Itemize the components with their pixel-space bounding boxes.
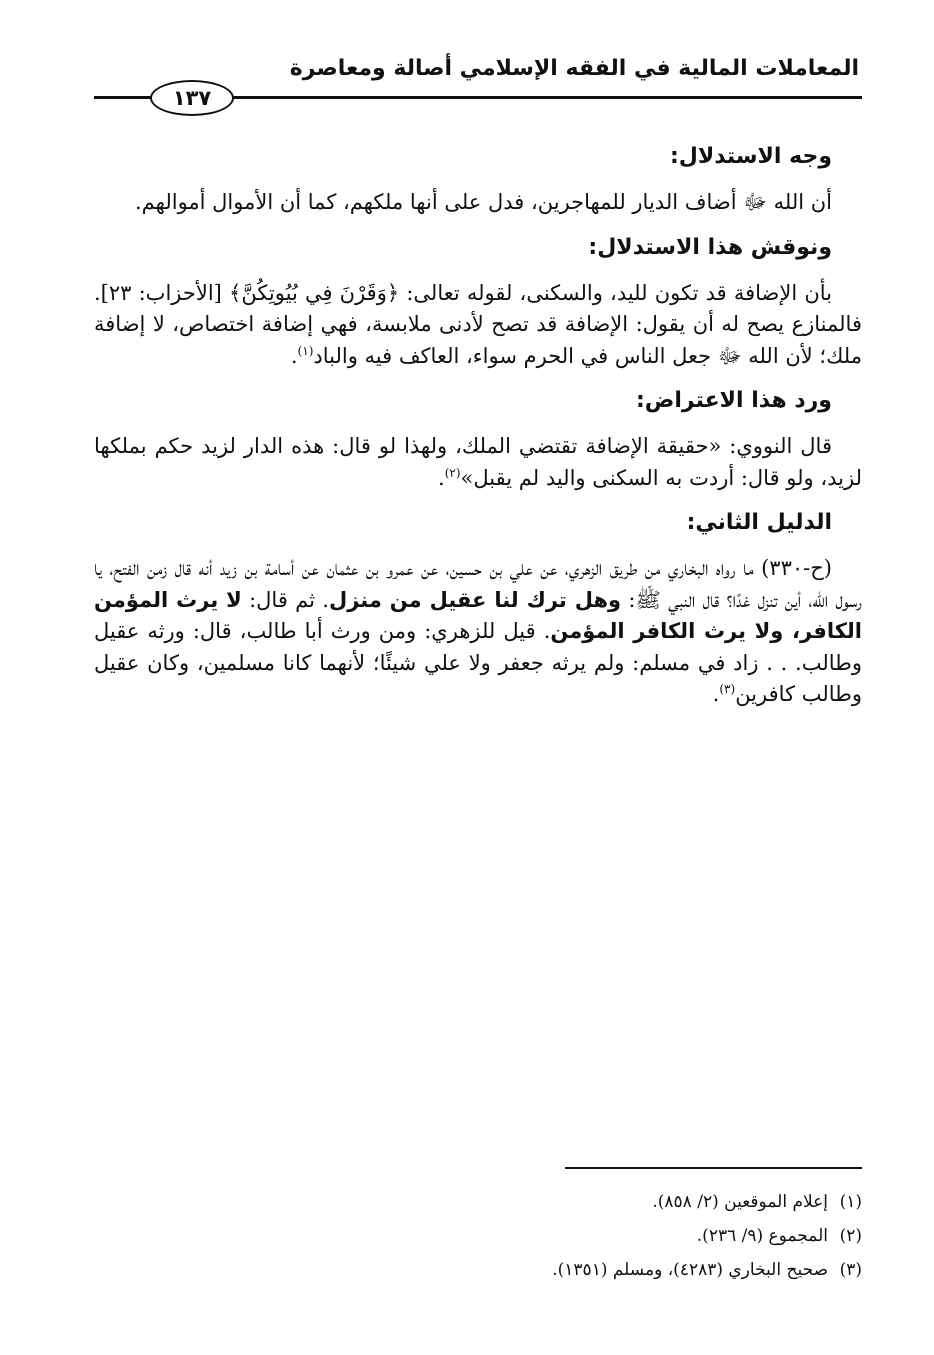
hadith-paragraph: (ح-٣٣٠) ما رواه البخاري من طريق الزهري، عن علي بن حسين، عن عمرو بن عثمان عن أسامة بن زيد أنه قال زمن الفتح، يا رسول الله، أين تنزل غدًا؟ قال النبي ﷺ: وهل ترك لنا عقيل من منزل. ثم قال: لا يرث المؤمن الكافر، ولا يرث الكافر المؤمن. قيل للزهري: ومن ورث أبا طالب، قال: ورثه عقيل وطالب. . . زاد في مسلم: ولم يرثه جعفر ولا علي شيئًا؛ لأنهما كانا مسلمين، وكان عقيل وطالب كافرين$^{(٣)}$. (94, 556, 863, 706)
footnote-item (94, 1219, 862, 1253)
footnote-text: المجموع (٩/ ٢٣٦). (696, 1226, 828, 1246)
section-heading: ونوقش هذا الاستدلال: (588, 234, 832, 260)
footnote-number: (٢) (839, 1226, 862, 1246)
footnote-separator (565, 1167, 862, 1169)
section-heading: وجه الاستدلال: (669, 144, 832, 169)
paragraph: أن الله ﷻ أضاف الديار للمهاجرين، فدل على أنها ملكهم، كما أن الأموال أموالهم. (135, 190, 832, 214)
page-number-badge: ١٣٧ (150, 80, 234, 116)
footnote-ref[interactable]: (١) (297, 343, 314, 358)
footnote-ref[interactable]: (٣) (719, 682, 736, 696)
footnote-number: (١) (839, 1192, 862, 1212)
footnote-number: (٣) (839, 1260, 862, 1280)
paragraph: بأن الإضافة قد تكون لليد، والسكنى، لقوله تعالى: ﴿وَقَرْنَ فِي بُيُوتِكُنَّ﴾ [الأحزاب: ٢٣]. فالمنازع يصح له أن يقول: الإضافة قد تصح لأدنى ملابسة، فهي إضافة اختصاص، لا إضافة ملك؛ لأن الله ﷻ جعل الناس في الحرم سواء، العاكف فيه والباد$^{(١)}$. (94, 280, 862, 368)
footnote-item (94, 1185, 862, 1219)
hadith-text: . ثم قال: (241, 587, 329, 612)
footnote-text: صحيح البخاري (٤٢٨٣)، ومسلم (١٣٥١). (552, 1260, 828, 1280)
paragraph-text: بأن الإضافة قد تكون لليد، والسكنى، لقوله تعالى: ﴿وَقَرْنَ فِي بُيُوتِكُنَّ﴾ [الأحزاب: ٢٣]. فالمنازع يصح له أن يقول: الإضافة قد تصح لأدنى ملابسة، فهي إضافة اختصاص، لا إضافة ملك؛ لأن الله ﷻ جعل الناس في الحرم سواء، العاكف فيه والباد (94, 280, 862, 368)
hadith-quote: لا يرث المؤمن الكافر، ولا يرث الكافر المؤمن (94, 587, 863, 643)
footnote-ref[interactable]: (٢) (444, 465, 461, 480)
paragraph-text: قال النووي: «حقيقة الإضافة تقتضي الملك، ولهذا لو قال: هذه الدار لزيد حكم بملكها لزيد، ولو قال: أردت به السكنى واليد لم يقبل» (94, 434, 862, 490)
footnote-item (94, 1253, 862, 1287)
main-text (94, 128, 862, 719)
hadith-text: . قيل للزهري: ومن ورث أبا طالب، قال: ورثه عقيل وطالب. . . زاد في مسلم: ولم يرثه جعفر ولا علي شيئًا؛ لأنهما كانا مسلمين، وكان عقيل وطالب كافرين (94, 619, 862, 706)
section-heading: ورد هذا الاعتراض: (635, 388, 832, 413)
hadith-quote: وهل ترك لنا عقيل من منزل (328, 587, 622, 612)
footnote-text: إعلام الموقعين (٢/ ٨٥٨). (652, 1192, 828, 1212)
running-header-title: المعاملات المالية في الفقه الإسلامي أصالة ومعاصرة (289, 56, 859, 81)
paragraph: قال النووي: «حقيقة الإضافة تقتضي الملك، ولهذا لو قال: هذه الدار لزيد حكم بملكها لزيد، ولو قال: أردت به السكنى واليد لم يقبل»$^{(٢)}$. (94, 434, 862, 490)
footnotes (94, 1185, 862, 1287)
hadith-text: (ح-٣٣٠) ما رواه البخاري من طريق الزهري، عن علي بن حسين، عن عمرو بن عثمان عن أسامة بن زيد أنه قال زمن الفتح، يا رسول الله، أين تنزل غدًا؟ قال النبي ﷺ: (94, 556, 862, 612)
section-heading: الدليل الثاني: (686, 510, 832, 535)
